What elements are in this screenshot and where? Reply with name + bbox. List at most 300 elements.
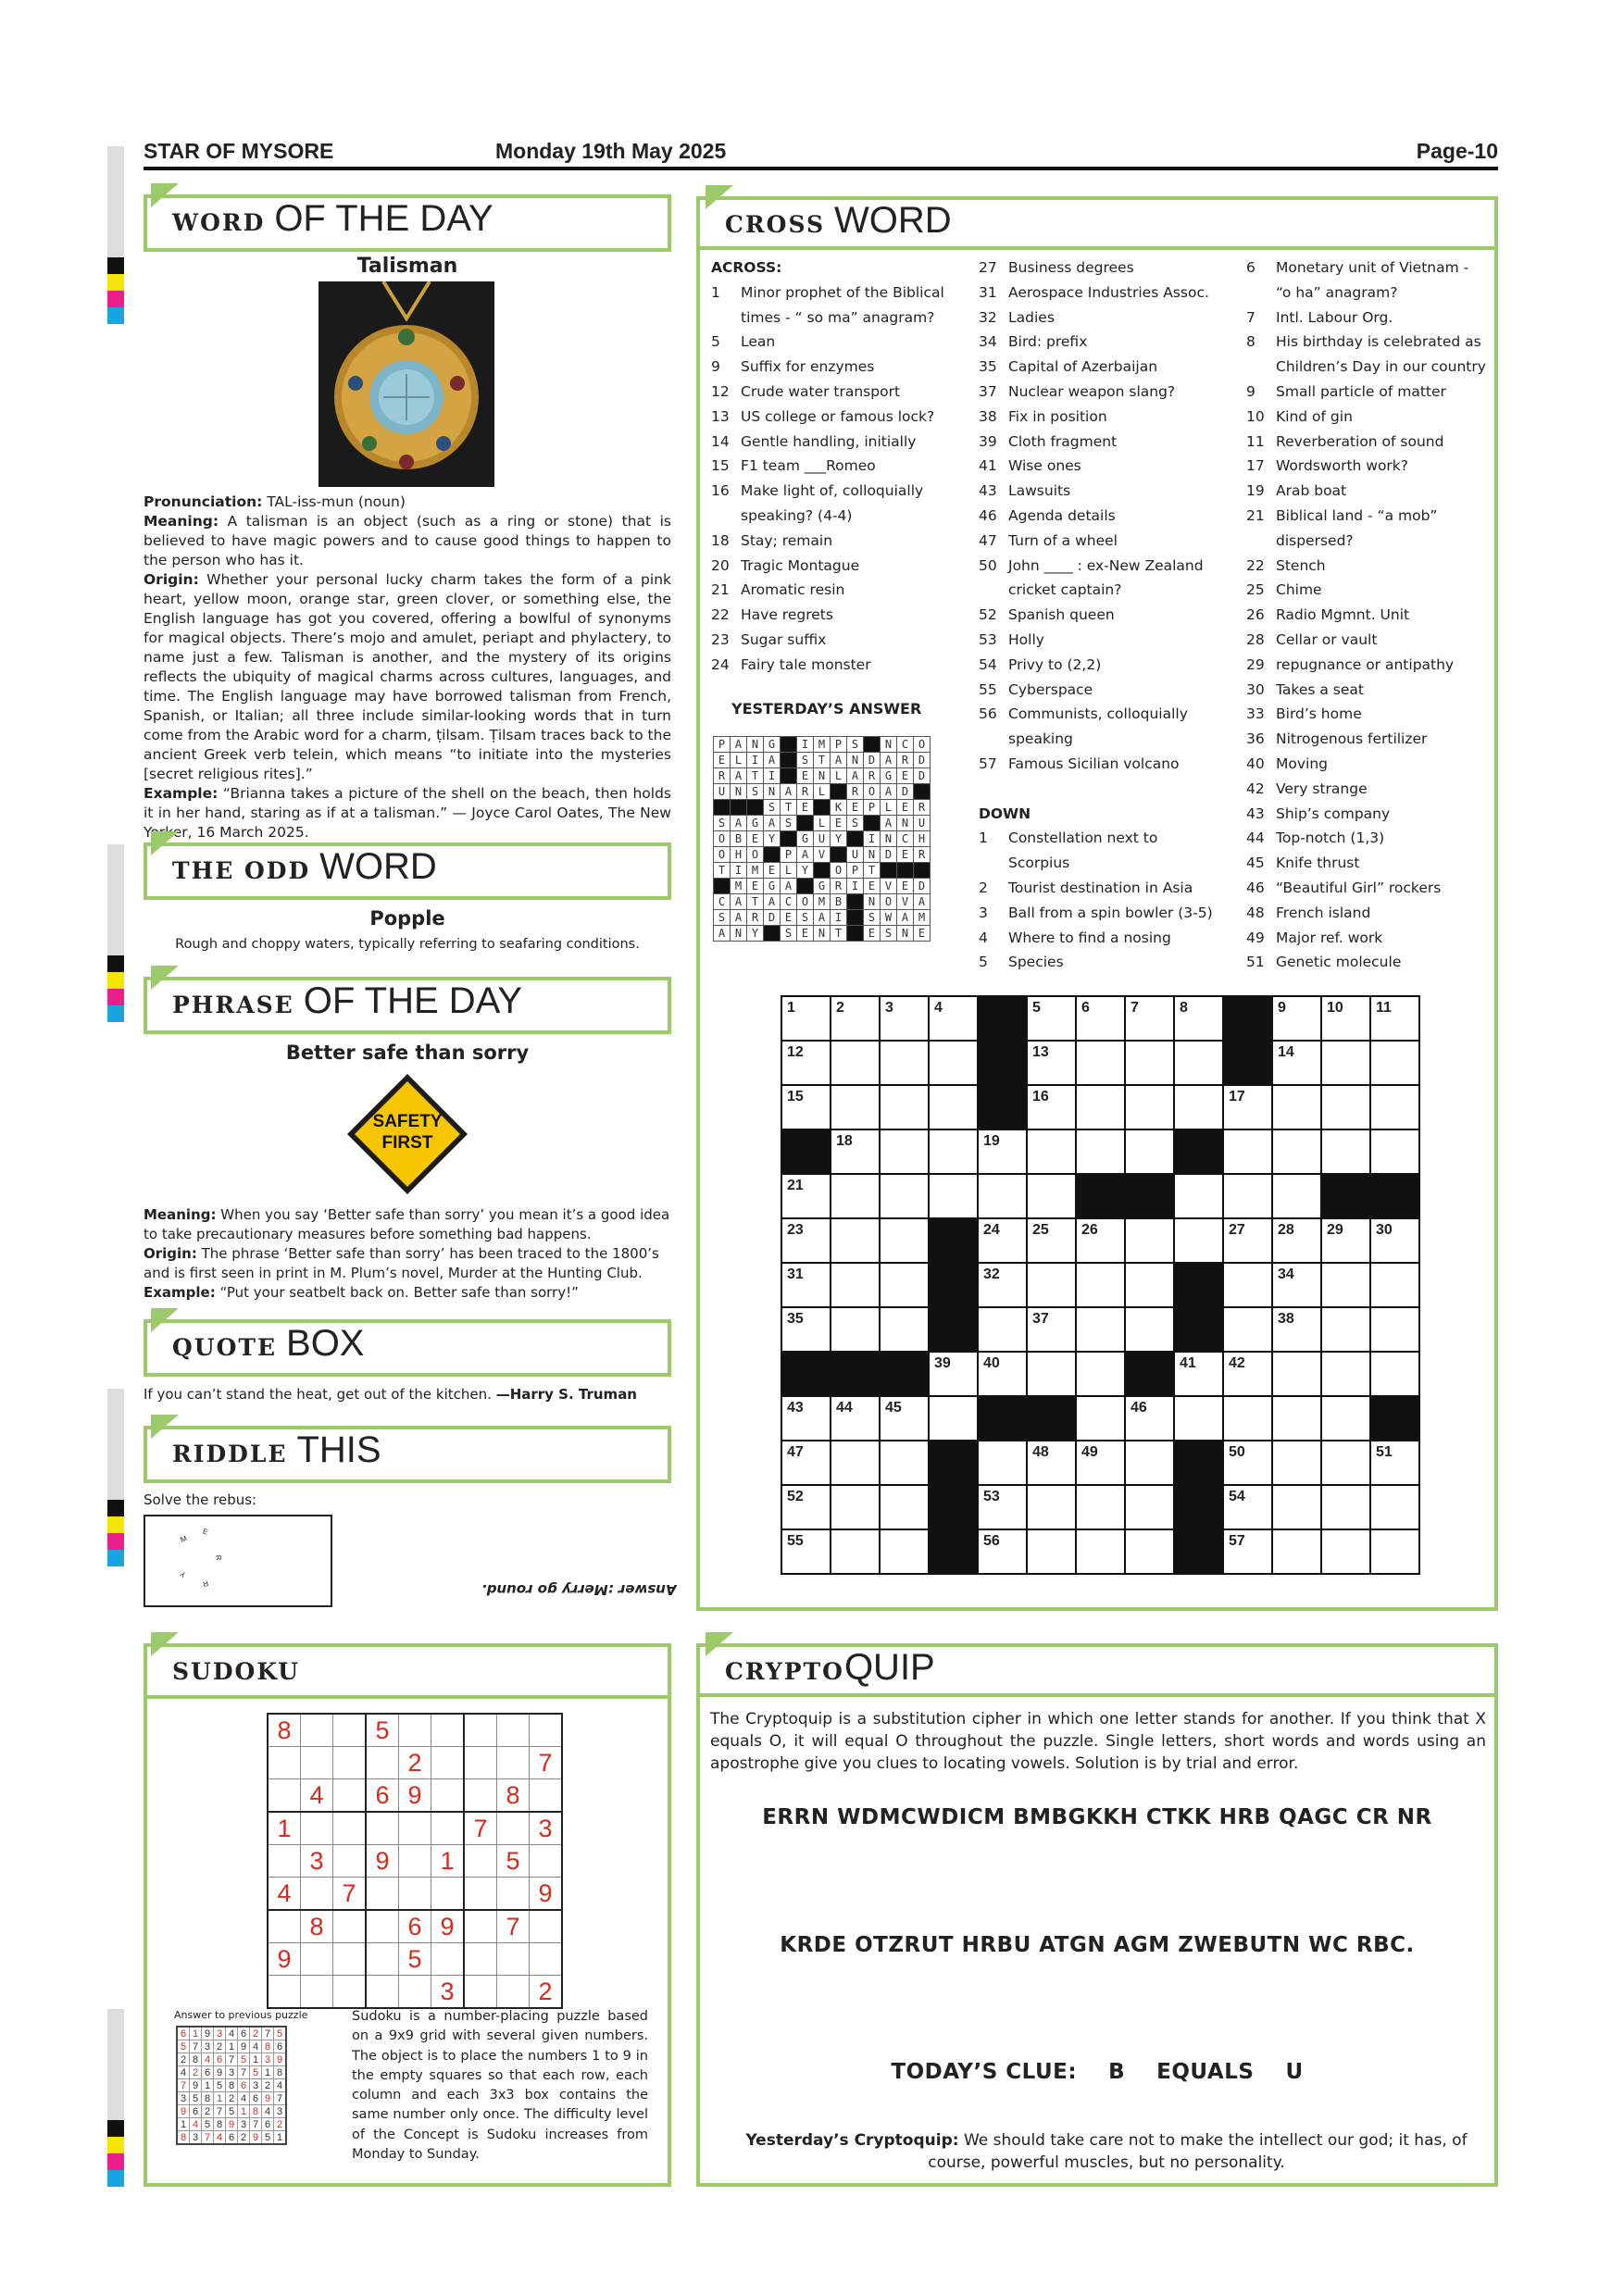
sudoku-empty-cell[interactable]	[366, 1747, 399, 1779]
sudoku-given-cell: 1	[431, 1845, 465, 1878]
clue-across-39	[979, 430, 1238, 455]
crossword-cell[interactable]	[781, 1441, 831, 1485]
crossword-cell[interactable]	[1125, 996, 1174, 1041]
crossword-cell[interactable]	[929, 1129, 978, 1174]
answer-cell: E	[897, 768, 914, 784]
clue-down-30	[1246, 678, 1489, 703]
sudoku-answer-cell: 7	[190, 2040, 202, 2053]
answer-cell: N	[897, 926, 914, 942]
sudoku-empty-cell[interactable]	[268, 1747, 301, 1779]
sudoku-empty-cell[interactable]	[301, 1943, 333, 1976]
sudoku-answer-cell: 6	[214, 2053, 226, 2066]
sudoku-empty-cell[interactable]	[431, 1714, 465, 1747]
sudoku-empty-cell[interactable]	[530, 1910, 563, 1943]
sudoku-given-cell: 9	[366, 1845, 399, 1878]
yesterday-cryptoquip: Yesterday’s Cryptoquip: We should take care not to make the intellect our god; it has, of course, powerful muscles, but no personality.	[745, 2131, 1468, 2172]
answer-cell: N	[897, 816, 914, 831]
answer-cell: C	[897, 737, 914, 753]
crossword-cell[interactable]	[831, 1485, 880, 1529]
clue-number: 37	[979, 382, 997, 400]
clue-text: Biblical land - “a mob”	[1276, 506, 1438, 524]
sudoku-empty-cell[interactable]	[464, 1910, 497, 1943]
crossword-cell[interactable]	[978, 1485, 1027, 1529]
sudoku-empty-cell[interactable]	[333, 1976, 367, 2009]
answer-black-cell	[781, 768, 797, 784]
sudoku-empty-cell[interactable]	[431, 1812, 465, 1845]
crossword-cell[interactable]	[1174, 1396, 1223, 1441]
crossword-cell[interactable]	[1027, 1441, 1076, 1485]
crossword-cell[interactable]	[1076, 1218, 1125, 1263]
sudoku-empty-cell[interactable]	[530, 1845, 563, 1878]
crossword-cell[interactable]	[1370, 1441, 1419, 1485]
crossword-cell[interactable]	[1076, 1263, 1125, 1307]
clue-text: Ladies	[1008, 308, 1055, 326]
sudoku-answer-cell: 8	[226, 2079, 238, 2092]
answer-black-cell	[714, 879, 731, 894]
sudoku-empty-cell[interactable]	[399, 1878, 431, 1911]
crossword-cell[interactable]	[1223, 1174, 1272, 1218]
crossword-cell[interactable]	[929, 1396, 978, 1441]
crossword-cell[interactable]	[1321, 1218, 1370, 1263]
sudoku-empty-cell[interactable]	[366, 1976, 399, 2009]
sudoku-empty-cell[interactable]	[301, 1714, 333, 1747]
crossword-cell[interactable]	[1174, 996, 1223, 1041]
phrase-details: Meaning: When you say ‘Better safe than sorry’ you mean it’s a good idea to take precautionary measures before something bad happens. Origin: The phrase ‘Better safe than sorry’ has been traced to the 1800’s and is first seen in print in M. Plum’s novel, Murder at the Hunting Club. Example: “Put your seatbelt back on. Better safe than sorry!”	[144, 1206, 670, 1301]
crossword-cell[interactable]	[1272, 1085, 1321, 1129]
crossword-cell[interactable]	[978, 1307, 1027, 1352]
sudoku-empty-cell[interactable]	[301, 1976, 333, 2009]
clue-text: Very strange	[1276, 780, 1368, 797]
sudoku-answer-cell: 5	[226, 2105, 238, 2118]
answer-black-cell	[881, 863, 897, 879]
crossword-cell[interactable]	[781, 1041, 831, 1085]
answer-cell: T	[781, 800, 797, 816]
crossword-cell[interactable]	[1076, 996, 1125, 1041]
crossword-cell[interactable]	[1272, 1396, 1321, 1441]
crossword-cell[interactable]	[781, 1485, 831, 1529]
crossword-cell[interactable]	[1027, 1263, 1076, 1307]
clue-number: 5	[979, 954, 988, 971]
sudoku-empty-cell[interactable]	[530, 1714, 563, 1747]
crossword-cell[interactable]	[831, 1263, 880, 1307]
crossword-black-cell	[929, 1218, 978, 1263]
crossword-cell[interactable]	[1370, 1129, 1419, 1174]
sudoku-empty-cell[interactable]	[464, 1779, 497, 1813]
sudoku-answer-cell: 6	[238, 2079, 250, 2092]
crossword-cell[interactable]	[1272, 996, 1321, 1041]
sudoku-empty-cell[interactable]	[333, 1943, 367, 1976]
crossword-cell[interactable]	[1223, 1307, 1272, 1352]
cell-number: 4	[934, 1000, 943, 1016]
crossword-cell[interactable]	[880, 1041, 929, 1085]
sudoku-empty-cell[interactable]	[530, 1943, 563, 1976]
answer-cell: N	[814, 768, 831, 784]
crossword-cell[interactable]	[1272, 1218, 1321, 1263]
crossword-cell[interactable]	[1321, 1041, 1370, 1085]
crossword-cell[interactable]	[1272, 1263, 1321, 1307]
crossword-cell[interactable]	[1370, 1529, 1419, 1574]
answer-cell: E	[847, 800, 864, 816]
crossword-cell[interactable]	[1321, 1441, 1370, 1485]
crossword-cell[interactable]	[1370, 1041, 1419, 1085]
sudoku-empty-cell[interactable]	[497, 1878, 530, 1911]
crossword-cell[interactable]	[880, 1441, 929, 1485]
clue-down-46	[1246, 876, 1489, 901]
clue-number: 6	[1246, 259, 1255, 276]
sudoku-empty-cell[interactable]	[464, 1878, 497, 1911]
clue-number: 1	[979, 830, 988, 847]
crossword-cell[interactable]	[1027, 996, 1076, 1041]
sudoku-empty-cell[interactable]	[464, 1943, 497, 1976]
crossword-cell[interactable]	[880, 996, 929, 1041]
clue-number: 57	[979, 755, 997, 772]
crossword-cell[interactable]	[880, 1085, 929, 1129]
clue-text: Moving	[1276, 755, 1328, 772]
sudoku-empty-cell[interactable]	[333, 1845, 367, 1878]
answer-black-cell	[914, 784, 931, 800]
answer-cell: E	[797, 768, 814, 784]
crossword-cell[interactable]	[1076, 1396, 1125, 1441]
answer-cell: L	[881, 800, 897, 816]
clue-number: 32	[979, 308, 997, 326]
crossword-cell[interactable]	[781, 1085, 831, 1129]
answer-cell: R	[831, 879, 847, 894]
sudoku-answer-cell: 6	[274, 2040, 287, 2053]
sudoku-empty-cell[interactable]	[497, 1714, 530, 1747]
clue-down-22	[1246, 554, 1489, 579]
crossword-cell[interactable]	[831, 1174, 880, 1218]
sudoku-answer-cell: 5	[214, 2079, 226, 2092]
crossword-cell[interactable]	[1321, 1085, 1370, 1129]
answer-cell: S	[747, 784, 764, 800]
cell-number: 11	[1376, 1000, 1392, 1016]
sudoku-answer-cell: 3	[274, 2105, 287, 2118]
sudoku-empty-cell[interactable]	[464, 1714, 497, 1747]
crossword-cell[interactable]	[1321, 1307, 1370, 1352]
cell-number: 28	[1278, 1222, 1294, 1238]
crossword-cell[interactable]	[880, 1129, 929, 1174]
crossword-cell[interactable]	[978, 1263, 1027, 1307]
crossword-cell[interactable]	[978, 1129, 1027, 1174]
clue-text: F1 team ___Romeo	[741, 457, 876, 475]
crossword-cell[interactable]	[1076, 1041, 1125, 1085]
answer-cell: M	[814, 737, 831, 753]
sudoku-empty-cell[interactable]	[333, 1714, 367, 1747]
sudoku-answer-cell: 1	[190, 2027, 202, 2040]
crossword-cell[interactable]	[929, 1174, 978, 1218]
cryptoquip-intro: The Cryptoquip is a substitution cipher in which one letter stands for another. If you think that X equals O, it will equal O throughout the puzzle. Single letters, short words and words using an apostrophe give you clues to locating vowels. Solution is by trial and error.	[710, 1710, 1486, 1773]
crossword-cell[interactable]	[1174, 1174, 1223, 1218]
answer-cell: O	[914, 737, 931, 753]
sudoku-answer-cell: 2	[262, 2079, 274, 2092]
crossword-cell[interactable]	[1272, 1485, 1321, 1529]
crossword-cell[interactable]	[1027, 1529, 1076, 1574]
crossword-cell[interactable]	[1321, 1396, 1370, 1441]
crossword-black-cell	[1174, 1307, 1223, 1352]
crossword-cell[interactable]	[1223, 1129, 1272, 1174]
clue-text: Intl. Labour Org.	[1276, 308, 1393, 326]
crossword-cell[interactable]	[781, 1218, 831, 1263]
clue-number: 2	[979, 879, 988, 896]
sudoku-answer-cell: 8	[177, 2131, 190, 2145]
crossword-cell[interactable]	[1125, 1085, 1174, 1129]
crossword-cell[interactable]	[1076, 1529, 1125, 1574]
sudoku-empty-cell[interactable]	[497, 1976, 530, 2009]
crossword-cell[interactable]	[1272, 1441, 1321, 1485]
crossword-cell[interactable]	[880, 1263, 929, 1307]
sudoku-empty-cell[interactable]	[333, 1910, 367, 1943]
cell-number: 40	[983, 1355, 1000, 1371]
sudoku-empty-cell[interactable]	[530, 1779, 563, 1813]
sudoku-empty-cell[interactable]	[431, 1747, 465, 1779]
clue-text: Capital of Azerbaijan	[1008, 358, 1158, 376]
crossword-cell[interactable]	[978, 1218, 1027, 1263]
crossword-cell[interactable]	[1125, 1218, 1174, 1263]
sudoku-given-cell: 3	[301, 1845, 333, 1878]
crossword-cell[interactable]	[781, 1396, 831, 1441]
crossword-cell[interactable]	[929, 1085, 978, 1129]
sudoku-empty-cell[interactable]	[431, 1779, 465, 1813]
clue-number: 23	[711, 630, 730, 648]
crossword-cell[interactable]	[978, 1352, 1027, 1396]
crossword-cell[interactable]	[831, 1529, 880, 1574]
sudoku-empty-cell[interactable]	[301, 1878, 333, 1911]
crossword-cell[interactable]	[1125, 1441, 1174, 1485]
crossword-cell[interactable]	[880, 1396, 929, 1441]
crossword-cell[interactable]	[1370, 1218, 1419, 1263]
crossword-cell[interactable]	[880, 1307, 929, 1352]
crossword-cell[interactable]	[1223, 1529, 1272, 1574]
clue-number: 51	[1246, 954, 1265, 971]
clue-number: 29	[1246, 655, 1265, 673]
crossword-cell[interactable]	[1370, 1307, 1419, 1352]
clue-across-35	[979, 355, 1238, 380]
sudoku-empty-cell[interactable]	[431, 1943, 465, 1976]
clue-across-38	[979, 405, 1238, 430]
crossword-cell[interactable]	[1125, 1529, 1174, 1574]
crossword-cell[interactable]	[1321, 996, 1370, 1041]
sudoku-empty-cell[interactable]	[301, 1747, 333, 1779]
crossword-cell[interactable]	[1076, 1085, 1125, 1129]
crossword-cell[interactable]	[1223, 1441, 1272, 1485]
sudoku-empty-cell[interactable]	[464, 1976, 497, 2009]
sudoku-empty-cell[interactable]	[366, 1910, 399, 1943]
sudoku-empty-cell[interactable]	[301, 1812, 333, 1845]
crossword-black-cell	[831, 1352, 880, 1396]
sudoku-empty-cell[interactable]	[399, 1812, 431, 1845]
clue-across-53	[979, 628, 1238, 653]
crossword-cell[interactable]	[1321, 1129, 1370, 1174]
crossword-cell[interactable]	[1174, 1085, 1223, 1129]
crossword-cell[interactable]	[1370, 1263, 1419, 1307]
crossword-cell[interactable]	[1125, 1041, 1174, 1085]
sudoku-empty-cell[interactable]	[333, 1812, 367, 1845]
clue-text: Reverberation of sound	[1276, 432, 1444, 450]
crossword-cell[interactable]	[1174, 1352, 1223, 1396]
crossword-cell[interactable]	[1076, 1129, 1125, 1174]
crossword-cell[interactable]	[1370, 1485, 1419, 1529]
crossword-cell[interactable]	[831, 1041, 880, 1085]
sudoku-empty-cell[interactable]	[464, 1747, 497, 1779]
crossword-cell[interactable]	[1272, 1307, 1321, 1352]
answer-cell: S	[781, 926, 797, 942]
sudoku-empty-cell[interactable]	[399, 1845, 431, 1878]
sudoku-empty-cell[interactable]	[399, 1976, 431, 2009]
answer-cell: R	[864, 768, 881, 784]
crossword-cell[interactable]	[1027, 1085, 1076, 1129]
crossword-cell[interactable]	[880, 1485, 929, 1529]
crossword-cell[interactable]	[781, 1263, 831, 1307]
crossword-cell[interactable]	[1370, 1352, 1419, 1396]
crossword-cell[interactable]	[1272, 1352, 1321, 1396]
crossword-cell[interactable]	[831, 1218, 880, 1263]
crossword-cell[interactable]	[1321, 1352, 1370, 1396]
crossword-cell[interactable]	[1125, 1263, 1174, 1307]
sudoku-given-cell: 8	[301, 1910, 333, 1943]
clue-text: John ____ : ex-New Zealand	[1008, 556, 1204, 574]
sudoku-empty-cell[interactable]	[268, 1845, 301, 1878]
clue-down-7	[1246, 306, 1489, 331]
answer-cell: E	[831, 816, 847, 831]
cell-number: 14	[1278, 1044, 1294, 1060]
sudoku-empty-cell[interactable]	[464, 1845, 497, 1878]
clue-text: Genetic molecule	[1276, 954, 1402, 971]
crossword-cell[interactable]	[880, 1174, 929, 1218]
crossword-cell[interactable]	[831, 996, 880, 1041]
crossword-cell[interactable]	[978, 1529, 1027, 1574]
clue-text: Bird’s home	[1276, 705, 1362, 723]
answer-cell: P	[831, 737, 847, 753]
answer-cell: A	[731, 894, 747, 910]
word-details: Pronunciation: TAL-iss-mun (noun) Meaning: A talisman is an object (such as a ring or stone) that is believed to have magic powers and to cause good things to happen to the person who has it. Origin: Whether your personal lucky charm takes the form of a pink heart, yellow moon, orange star, green clover, or something else, the English language has got you covered, offering a bowlful of synonyms for magical objects. There’s mojo and amulet, periapt and phylactery, to name just a few. Talisman is another, and the mystery of its origins reflects the ubiquity of magical charms across cultures, languages, and time. The English language may have borrowed talisman from French, Spanish, or Italian; all three include similar-looking words that in turn come from the Arabic word for a charm, ṭilsam. Ṭilsam traces back to the ancient Greek verb telein, which means “to initiate into the mysteries [secret religious rites].” Example: “Brianna takes a picture of the shell on the beach, then holds it in her hand, staring as if at a talisman.” — Joyce Carol Oates, The New Yorker, 16 March 2025.	[144, 493, 671, 841]
crossword-cell[interactable]	[1272, 1129, 1321, 1174]
crossword-cell[interactable]	[1125, 1129, 1174, 1174]
crossword-cell[interactable]	[1174, 1041, 1223, 1085]
sudoku-empty-cell[interactable]	[268, 1976, 301, 2009]
sudoku-answer-cell: 4	[238, 2092, 250, 2105]
crossword-cell[interactable]	[831, 1396, 880, 1441]
page-header	[144, 133, 1498, 170]
crossword-cell[interactable]	[1370, 996, 1419, 1041]
crossword-cell[interactable]	[1027, 1041, 1076, 1085]
sudoku-empty-cell[interactable]	[431, 1878, 465, 1911]
crossword-cell[interactable]	[1223, 1085, 1272, 1129]
sudoku-empty-cell[interactable]	[268, 1910, 301, 1943]
clue-text: Where to find a nosing	[1008, 929, 1171, 946]
crossword-cell[interactable]	[1076, 1352, 1125, 1396]
crossword-cell[interactable]	[1027, 1129, 1076, 1174]
crossword-cell[interactable]	[1223, 1263, 1272, 1307]
yesterday-cryptoquip-text: We should take care not to make the intellect our god; it has, of course, powerful muscles, but no personality.	[928, 2131, 1468, 2172]
crossword-cell[interactable]	[781, 1529, 831, 1574]
sudoku-empty-cell[interactable]	[497, 1943, 530, 1976]
sudoku-empty-cell[interactable]	[268, 1779, 301, 1813]
sudoku-answer-cell: 2	[214, 2040, 226, 2053]
answer-cell: S	[797, 753, 814, 768]
phrase-title: Better safe than sorry	[285, 1042, 530, 1064]
crossword-cell[interactable]	[1076, 1441, 1125, 1485]
sudoku-empty-cell[interactable]	[333, 1779, 367, 1813]
crossword-cell[interactable]	[978, 1174, 1027, 1218]
answer-cell: S	[714, 816, 731, 831]
crossword-cell[interactable]	[978, 1441, 1027, 1485]
crossword-cell[interactable]	[831, 1441, 880, 1485]
crossword-cell[interactable]	[1027, 1485, 1076, 1529]
sudoku-empty-cell[interactable]	[333, 1747, 367, 1779]
crossword-cell[interactable]	[831, 1085, 880, 1129]
sudoku-given-cell: 5	[497, 1845, 530, 1878]
sudoku-empty-cell[interactable]	[366, 1812, 399, 1845]
crossword-cell[interactable]	[1027, 1174, 1076, 1218]
cell-number: 44	[836, 1400, 853, 1416]
sudoku-answer-cell: 9	[214, 2066, 226, 2079]
sudoku-empty-cell[interactable]	[366, 1943, 399, 1976]
crossword-cell[interactable]	[1321, 1263, 1370, 1307]
crossword-cell[interactable]	[1027, 1218, 1076, 1263]
sudoku-empty-cell[interactable]	[497, 1812, 530, 1845]
clue-across-55	[979, 678, 1238, 703]
cell-number: 17	[1229, 1089, 1245, 1104]
crossword-cell[interactable]	[1027, 1307, 1076, 1352]
crossword-cell[interactable]	[831, 1307, 880, 1352]
answer-cell: D	[914, 753, 931, 768]
clue-number: 31	[979, 283, 997, 301]
crossword-cell[interactable]	[929, 1352, 978, 1396]
sudoku-empty-cell[interactable]	[366, 1878, 399, 1911]
crossword-cell[interactable]	[1272, 1174, 1321, 1218]
crossword-cell[interactable]	[781, 1174, 831, 1218]
clue-number: 3	[979, 904, 988, 921]
crossword-cell[interactable]	[1076, 1307, 1125, 1352]
crossword-cell[interactable]	[1272, 1529, 1321, 1574]
answer-cell: N	[864, 847, 881, 863]
crossword-cell[interactable]	[1272, 1041, 1321, 1085]
crossword-cell[interactable]	[1223, 1485, 1272, 1529]
crossword-cell[interactable]	[880, 1529, 929, 1574]
crossword-cell[interactable]	[1370, 1085, 1419, 1129]
crossword-cell[interactable]	[781, 996, 831, 1041]
crossword-cell[interactable]	[1174, 1218, 1223, 1263]
crossword-cell[interactable]	[781, 1307, 831, 1352]
sudoku-empty-cell[interactable]	[497, 1747, 530, 1779]
crossword-cell[interactable]	[831, 1129, 880, 1174]
crossword-cell[interactable]	[1223, 1218, 1272, 1263]
crossword-cell[interactable]	[929, 996, 978, 1041]
crossword-black-cell	[978, 1085, 1027, 1129]
answer-cell: E	[897, 800, 914, 816]
crossword-cell[interactable]	[1223, 1396, 1272, 1441]
clue-across-15	[711, 454, 966, 479]
crossword-cell[interactable]	[1125, 1307, 1174, 1352]
crossword-cell[interactable]	[880, 1218, 929, 1263]
crossword-cell[interactable]	[1125, 1485, 1174, 1529]
clue-text: Nitrogenous fertilizer	[1276, 730, 1428, 748]
rebus-letter: Y	[178, 1569, 188, 1579]
crossword-black-cell	[929, 1263, 978, 1307]
crossword-cell[interactable]	[1321, 1485, 1370, 1529]
crossword-cell[interactable]	[1027, 1352, 1076, 1396]
crossword-cell[interactable]	[1076, 1485, 1125, 1529]
crossword-cell[interactable]	[1223, 1352, 1272, 1396]
crossword-cell[interactable]	[1321, 1529, 1370, 1574]
sudoku-answer-cell: 8	[262, 2040, 274, 2053]
crossword-cell[interactable]	[1125, 1396, 1174, 1441]
answer-cell: I	[747, 753, 764, 768]
answer-cell: G	[881, 768, 897, 784]
sudoku-answer-cell: 1	[274, 2131, 287, 2145]
crossword-cell[interactable]	[929, 1041, 978, 1085]
sudoku-empty-cell[interactable]	[399, 1714, 431, 1747]
